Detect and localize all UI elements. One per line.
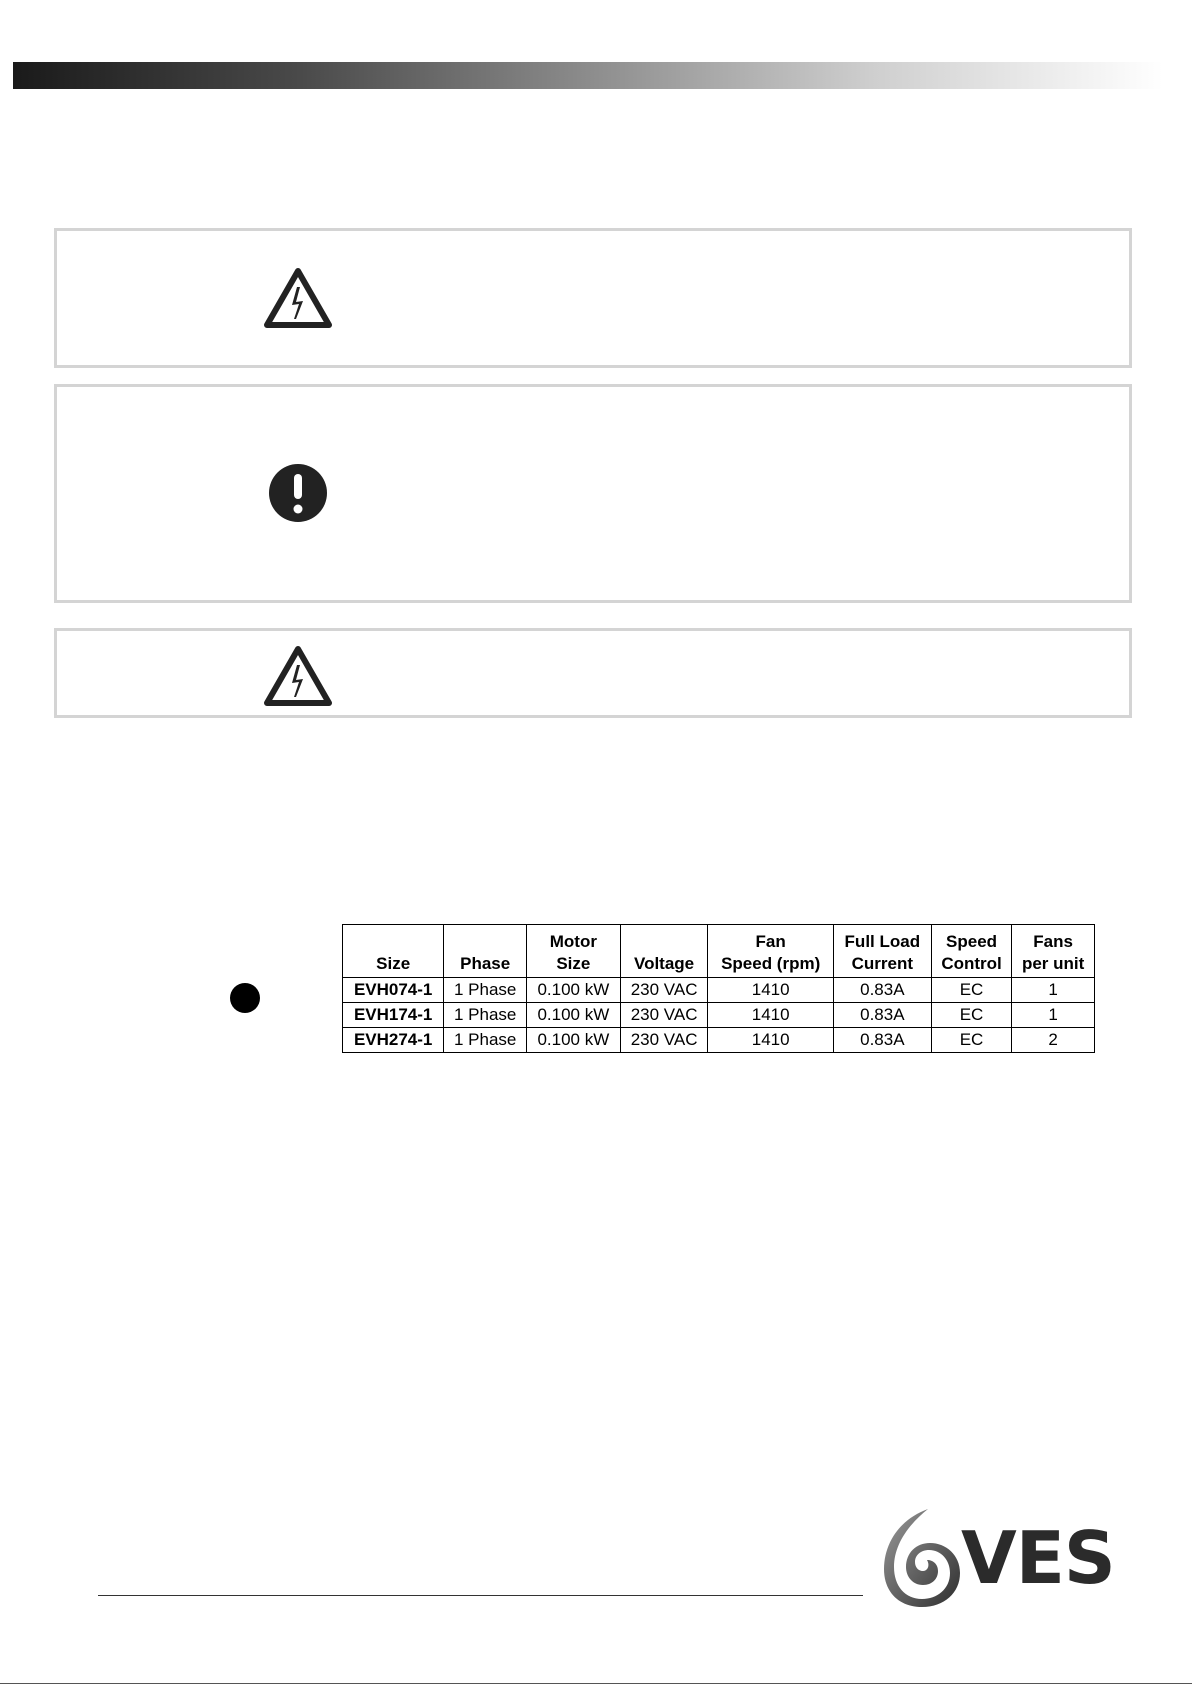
header-speed-control: Speed Control [931,925,1011,978]
table-row [343,1028,1095,1053]
footer-rule [98,1595,863,1596]
cell-motor-size: 0.100 kW [527,1028,621,1053]
electrical-hazard-icon [263,267,333,329]
page-bottom-rule [0,1683,1192,1684]
header-motor-size: Motor Size [527,925,621,978]
cell-current: 0.83A [833,1003,931,1028]
header-phase: Phase [444,925,527,978]
cell-motor-size: 0.100 kW [527,978,621,1003]
important-notice-box [54,384,1132,603]
header-full-load-current: Full Load Current [833,925,931,978]
header-gradient-bar [13,62,1163,89]
cell-size: EVH174-1 [343,1003,444,1028]
bullet-dot [230,983,260,1013]
table-row [343,1003,1095,1028]
cell-fans-per-unit: 1 [1012,978,1095,1003]
header-fan-speed: Fan Speed (rpm) [708,925,833,978]
logo-text: VES [961,1516,1115,1600]
cell-phase: 1 Phase [444,1028,527,1053]
cell-current: 0.83A [833,1028,931,1053]
cell-speed-control: EC [931,978,1011,1003]
table-row [343,978,1095,1003]
cell-fan-speed: 1410 [708,978,833,1003]
cell-voltage: 230 VAC [620,1003,708,1028]
header-size: Size [343,925,444,978]
exclamation-icon [263,462,333,524]
cell-phase: 1 Phase [444,978,527,1003]
cell-speed-control: EC [931,1003,1011,1028]
cell-fans-per-unit: 1 [1012,1003,1095,1028]
cell-phase: 1 Phase [444,1003,527,1028]
fan-spec-table [342,924,1095,1053]
cell-voltage: 230 VAC [620,1028,708,1053]
cell-voltage: 230 VAC [620,978,708,1003]
ves-logo [878,1505,1128,1610]
electrical-warning-box [54,228,1132,368]
cell-motor-size: 0.100 kW [527,1003,621,1028]
cell-size: EVH074-1 [343,978,444,1003]
header-fans-per-unit: Fans per unit [1012,925,1095,978]
cell-fans-per-unit: 2 [1012,1028,1095,1053]
table-header-row [343,925,1095,978]
cell-current: 0.83A [833,978,931,1003]
ves-swirl-logo-icon [878,1505,968,1610]
electrical-hazard-icon [263,645,333,707]
header-voltage: Voltage [620,925,708,978]
cell-fan-speed: 1410 [708,1028,833,1053]
cell-size: EVH274-1 [343,1028,444,1053]
cell-fan-speed: 1410 [708,1003,833,1028]
cell-speed-control: EC [931,1028,1011,1053]
electrical-warning-box-2 [54,628,1132,718]
